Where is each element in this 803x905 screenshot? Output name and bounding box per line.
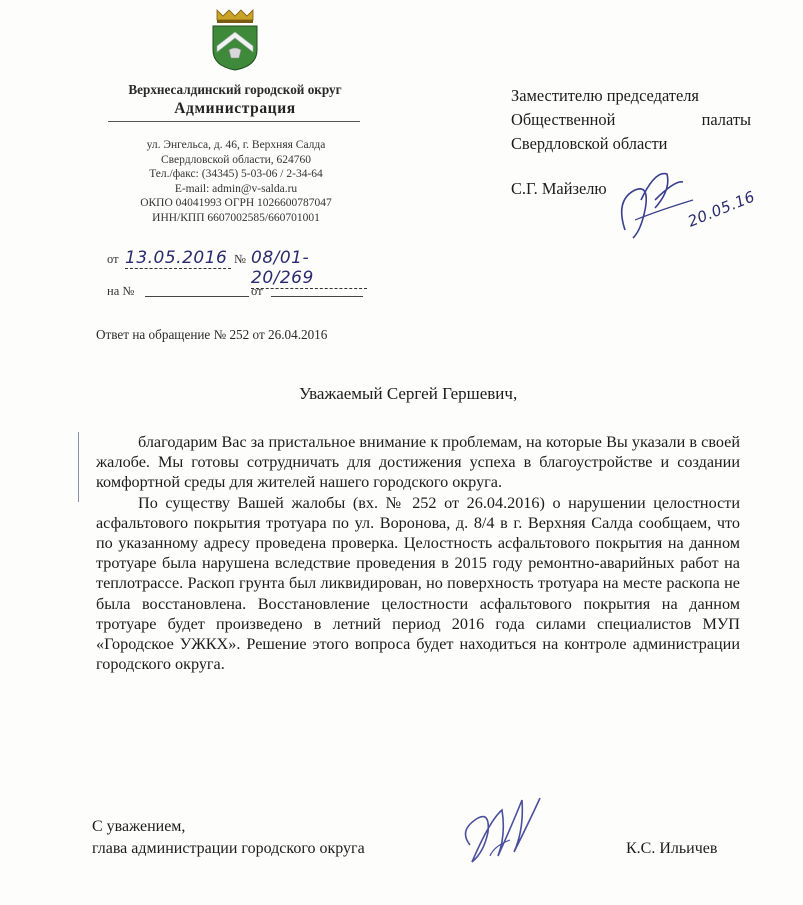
margin-mark (78, 432, 79, 502)
recipient-block (511, 84, 751, 156)
header-divider (108, 121, 360, 122)
signature-icon (450, 790, 560, 875)
ref-from: от (251, 284, 263, 298)
body-paragraph: По существу Вашей жалобы (вх. № 252 от 26.04.2016) о нарушении целостности асфальтового покрытия тротуара по ул. Воронова, д. 8/4 в г. Верхняя Салда сообщаем, что по указанному адресу проведена проверка. Целостность асфальтового покрытия на данном тротуаре была нарушена вследствие проведения в 2015 году ремонтно-аварийных работ на теплотрассе. Раскоп грунта был ликвидирован, но поверхность тротуара на месте раскопа не была восстановлена. Восстановление целостности асфальтового покрытия на данном тротуаре будет произведено в летний период 2016 года силами специалистов МУП «Городское УЖКХ». Решение этого вопроса будет находиться на контроле администрации городского округа. (96, 493, 740, 674)
address-block (106, 138, 366, 226)
recipient-line: Общественной палаты (511, 110, 751, 129)
received-date-note: 20.05.16 (685, 187, 758, 231)
signatory-name: К.С. Ильичев (626, 840, 718, 857)
address-line: Свердловской области, 624760 (160, 153, 312, 166)
closing-regards: С уважением, (92, 818, 186, 835)
ref-number-field (145, 296, 249, 297)
number-prefix: № (234, 252, 246, 266)
okpo-line: ОКПО 04041993 ОГРН 1026600787047 (140, 197, 332, 210)
salutation: Уважаемый Сергей Гершевич, (299, 384, 518, 403)
municipality-name: Верхнесалдинский городской округ (128, 82, 342, 97)
ref-date-field (271, 296, 363, 297)
date-value: 13.05.2016 (125, 248, 231, 269)
letter-body (96, 432, 740, 674)
recipient-line: Свердловской области (511, 134, 668, 153)
number-value: 08/01-20/269 (251, 248, 367, 289)
email-line: E-mail: admin@v-salda.ru (174, 182, 298, 195)
phone-line: Тел./факс: (34345) 5-03-06 / 2-34-64 (149, 168, 323, 181)
closing-position: глава администрации городского округа (92, 840, 365, 857)
reply-reference: Ответ на обращение № 252 от 26.04.2016 (96, 327, 328, 342)
date-prefix: от (107, 252, 119, 266)
reference-line (107, 284, 367, 302)
coat-of-arms-icon (209, 6, 261, 72)
ref-prefix: на № (107, 284, 135, 298)
inn-line: ИНН/КПП 6607002585/660701001 (152, 211, 320, 224)
date-number-line (107, 248, 367, 288)
received-signature-icon (605, 160, 715, 250)
recipient-name: С.Г. Майзелю (511, 179, 607, 198)
administration-title: Администрация (174, 100, 296, 117)
recipient-line: Заместителю председателя (511, 86, 699, 105)
body-paragraph: благодарим Вас за пристальное внимание к проблемам, на которые Вы указали в своей жалобе. Мы готовы сотрудничать для достижения успеха в благоустройстве и создании комфортной среды для жителей нашего городского округа. (96, 433, 740, 492)
address-line: ул. Энгельса, д. 46, г. Верхняя Салда (146, 139, 326, 151)
